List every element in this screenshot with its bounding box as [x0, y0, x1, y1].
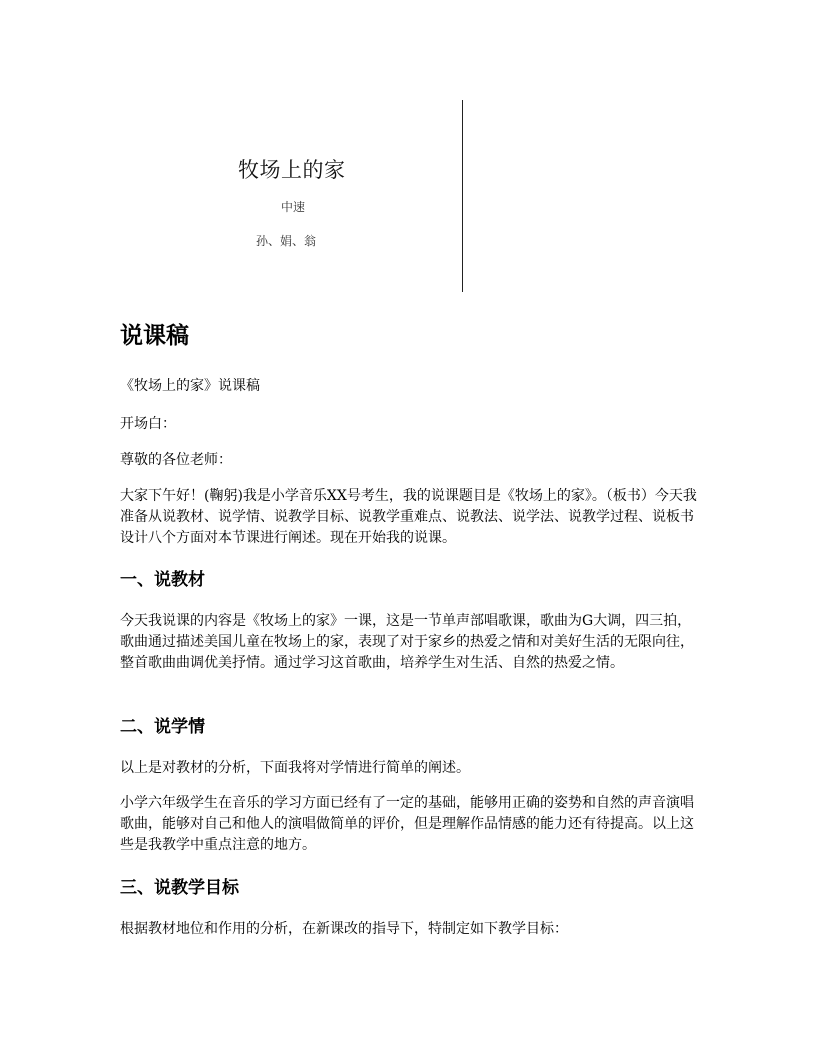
objectives-intro-paragraph: 根据教材地位和作用的分析，在新课改的指导下，特制定如下教学目标：	[120, 921, 568, 937]
subtitle-paragraph: 《牧场上的家》说课稿	[120, 378, 260, 394]
students-intro-paragraph: 以上是对教材的分析，下面我将对学情进行简单的阐述。	[120, 760, 470, 776]
page-heading: 说课稿	[120, 322, 189, 349]
greeting-paragraph: 尊敬的各位老师：	[120, 452, 232, 468]
opening-label: 开场白：	[120, 416, 176, 432]
section-heading-objectives: 三、说教学目标	[120, 878, 239, 898]
students-paragraph: 小学六年级学生在音乐的学习方面已经有了一定的基础，能够用正确的姿势和自然的声音演唱歌曲，能够对自己和他人的演唱做简单的评价，但是理解作品情感的能力还有待提高。以上这些是我教学中重点注意的地方。	[120, 795, 694, 853]
materials-paragraph: 今天我说课的内容是《牧场上的家》一课，这是一节单声部唱歌课，歌曲为G大调，四三拍，歌曲通过描述美国儿童在牧场上的家，表现了对于家乡的热爱之情和对美好生活的无限向往，整首歌曲曲调优美抒情。通过学习这首歌曲，培养学生对生活、自然的热爱之情。	[120, 613, 694, 671]
score-divider	[462, 100, 463, 292]
score-credits: 孙、娟、翁	[256, 234, 317, 248]
score-title: 牧场上的家	[238, 158, 346, 182]
score-tempo: 中速	[281, 200, 306, 214]
intro-paragraph: 大家下午好！(鞠躬)我是小学音乐XX号考生，我的说课题目是《牧场上的家》。（板书）今天我准备从说教材、说学情、说教学目标、说教学重难点、说教法、说学法、说教学过程、说板书设计八个方面对本节课进行阐述。现在开始我的说课。	[120, 488, 697, 546]
section-heading-materials: 一、说教材	[120, 570, 205, 590]
section-heading-students: 二、说学情	[120, 717, 205, 737]
